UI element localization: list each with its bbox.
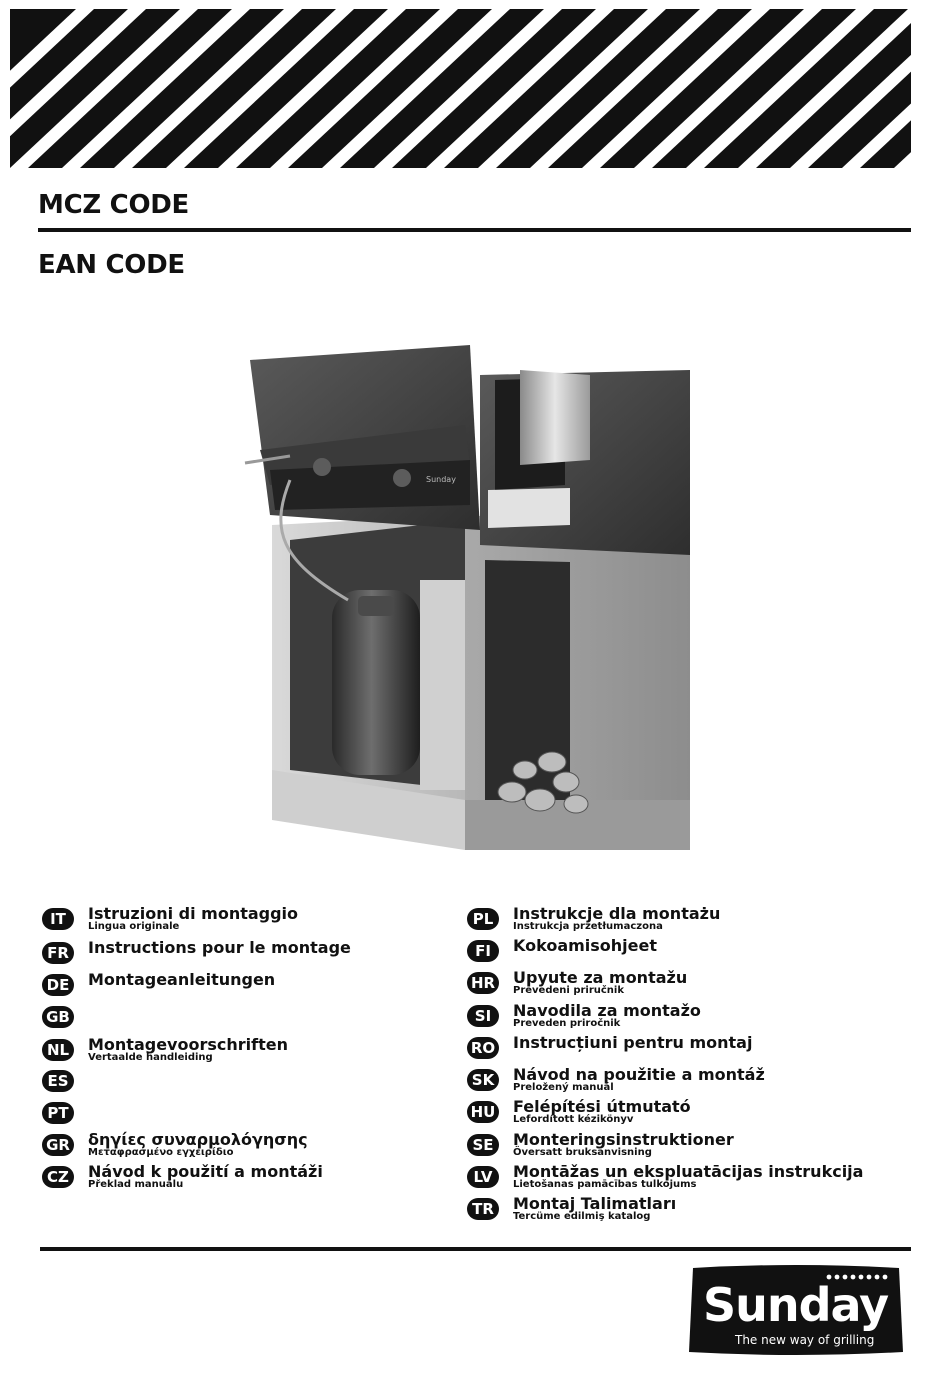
top-divider <box>38 228 911 232</box>
language-title: Kokoamisohjeet <box>513 936 658 955</box>
language-badge-it: IT <box>42 908 74 930</box>
language-title: Monteringsinstruktioner <box>513 1130 734 1149</box>
language-title: Instrucțiuni pentru montaj <box>513 1033 753 1052</box>
language-subtitle: Prevedeni priručnik <box>513 985 625 996</box>
language-badge-de: DE <box>42 974 74 996</box>
language-badge-hr: HR <box>467 972 499 994</box>
language-badge-hu: HU <box>467 1101 499 1123</box>
ean-code-label: EAN CODE <box>38 250 185 280</box>
language-row-es <box>42 1070 442 1100</box>
language-subtitle: Lefordított kézikönyv <box>513 1114 634 1125</box>
language-subtitle: Vertaalde handleiding <box>88 1052 213 1063</box>
language-row-de <box>42 970 442 1004</box>
language-subtitle: Lietošanas pamācības tulkojums <box>513 1179 697 1190</box>
language-row-gb <box>42 1006 442 1036</box>
mcz-code-label: MCZ CODE <box>38 190 189 220</box>
language-subtitle: Preložený manuál <box>513 1082 614 1093</box>
language-title: Montageanleitungen <box>88 970 276 989</box>
logo-tagline: The new way of grilling <box>735 1333 875 1347</box>
language-subtitle: Tercüme edilmiş katalog <box>513 1211 651 1222</box>
bottom-divider <box>40 1247 911 1251</box>
language-row-si <box>467 1001 897 1035</box>
language-row-hr <box>467 968 897 1002</box>
language-row-pl <box>467 904 897 938</box>
language-row-se <box>467 1130 897 1164</box>
language-badge-ro: RO <box>467 1037 499 1059</box>
language-row-lv <box>467 1162 897 1196</box>
language-badge-cz: CZ <box>42 1166 74 1188</box>
language-title: Montagevoorschriften <box>88 1035 288 1054</box>
language-title: Instrukcje dla montażu <box>513 904 721 923</box>
language-subtitle: Översatt bruksanvisning <box>513 1147 652 1158</box>
language-title: δηγίες συναρμολόγησης <box>88 1130 308 1149</box>
language-badge-pl: PL <box>467 908 499 930</box>
language-subtitle: Lingua originale <box>88 921 180 932</box>
language-badge-pt: PT <box>42 1102 74 1124</box>
bbq-product-illustration <box>230 330 730 880</box>
language-row-gr <box>42 1130 442 1164</box>
language-badge-fi: FI <box>467 940 499 962</box>
language-row-sk <box>467 1065 897 1099</box>
language-title: Felépítési útmutató <box>513 1097 691 1116</box>
language-badge-es: ES <box>42 1070 74 1092</box>
language-title: Instructions pour le montage <box>88 938 351 957</box>
language-badge-se: SE <box>467 1134 499 1156</box>
language-subtitle: Μεταφρασμένο εγχειρίδιο <box>88 1147 234 1158</box>
language-title: Návod na použitie a montáž <box>513 1065 765 1084</box>
language-badge-gb: GB <box>42 1006 74 1028</box>
language-badge-si: SI <box>467 1005 499 1027</box>
language-badge-nl: NL <box>42 1039 74 1061</box>
language-row-it <box>42 904 442 938</box>
language-subtitle: Překlad manuálu <box>88 1179 184 1190</box>
diagonal-stripe-banner <box>10 9 911 168</box>
language-title: Montaj Talimatları <box>513 1194 677 1213</box>
language-row-fi <box>467 936 897 970</box>
language-badge-sk: SK <box>467 1069 499 1091</box>
language-subtitle: Instrukcja przetłumaczona <box>513 921 663 932</box>
language-title: Návod k použití a montáži <box>88 1162 323 1181</box>
language-badge-lv: LV <box>467 1166 499 1188</box>
language-title: Istruzioni di montaggio <box>88 904 299 923</box>
language-title: Montāžas un ekspluatācijas instrukcija <box>513 1162 864 1181</box>
language-title: Navodila za montažo <box>513 1001 701 1020</box>
language-row-pt <box>42 1102 442 1132</box>
language-row-cz <box>42 1162 442 1196</box>
language-subtitle: Preveden priročnik <box>513 1018 621 1029</box>
language-row-hu <box>467 1097 897 1131</box>
logo-wordmark: Sunday <box>703 1278 889 1332</box>
language-badge-tr: TR <box>467 1198 499 1220</box>
language-badge-fr: FR <box>42 942 74 964</box>
language-title: Upyute za montažu <box>513 968 688 987</box>
grill-brand-mark: Sunday <box>426 475 456 484</box>
language-badge-gr: GR <box>42 1134 74 1156</box>
language-row-nl <box>42 1035 442 1069</box>
language-row-tr <box>467 1194 897 1228</box>
language-row-ro <box>467 1033 897 1067</box>
language-row-fr <box>42 938 442 972</box>
